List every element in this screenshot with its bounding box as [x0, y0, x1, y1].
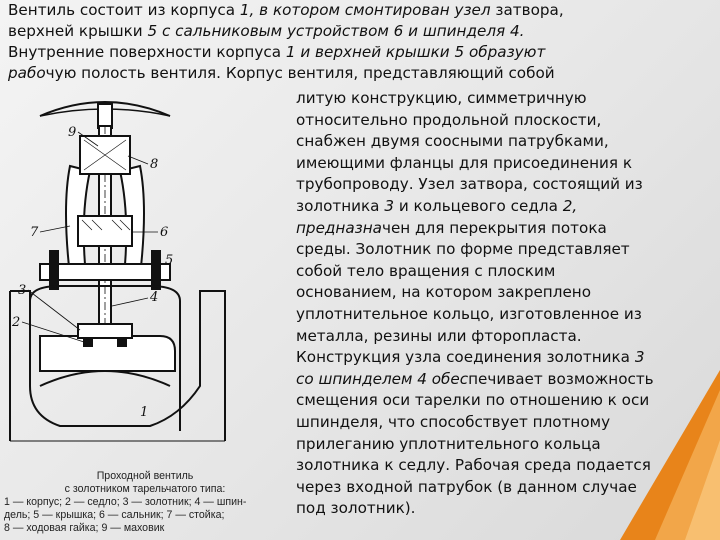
text-line: имеющими фланцы для присоединения к [296, 153, 633, 172]
seat-right [118, 338, 126, 346]
label-3: 3 [18, 283, 27, 298]
flow-passage [40, 371, 170, 386]
text-line [296, 196, 716, 218]
text-line: прилеганию уплотнительного кольца [296, 434, 601, 453]
text-span: золотника [296, 196, 385, 215]
caption-legend-line: 8 — ходовая гайка; 9 — маховик [4, 522, 165, 534]
text-span: и кольцевого седла [394, 196, 563, 215]
text-span: чен для перекрытия потока [381, 218, 607, 237]
italic-span: рабо [8, 64, 46, 82]
label-4: 4 [150, 290, 159, 305]
label-8: 8 [150, 157, 159, 172]
figure-caption [4, 470, 286, 535]
text-span: Вентиль состоит из корпуса [8, 1, 240, 19]
italic-span: 5 с сальниковым устройством 6 и шпинделя 4. [147, 22, 525, 40]
top-paragraph [8, 0, 713, 84]
label-9: 9 [68, 125, 77, 140]
text-line [296, 218, 716, 240]
text-line: трубопроводу. Узел затвора, состоящий из [296, 175, 643, 194]
leader-line [28, 290, 80, 330]
corner-decoration [600, 370, 720, 540]
caption-legend-line: 1 — корпус; 2 — седло; 3 — золотник; 4 — шпин- [4, 496, 247, 508]
caption-legend-line: дель; 5 — крышка; 6 — сальник; 7 — стойка; [4, 509, 225, 521]
text-line: уплотнительное кольцо, изготовленное из [296, 304, 642, 323]
text-line [8, 21, 713, 42]
label-1: 1 [140, 405, 149, 420]
text-line: шпинделя, что способствует плотному [296, 412, 611, 431]
label-2: 2 [12, 315, 21, 330]
text-line [8, 63, 713, 84]
italic-span: 3 [634, 348, 645, 367]
text-line: через входной патрубок (в данном случае [296, 477, 637, 496]
text-line: снабжен двумя соосными патрубками, [296, 132, 609, 151]
text-line [8, 42, 713, 63]
label-6: 6 [160, 225, 169, 240]
text-line: металла, резины или фторопласта. [296, 326, 582, 345]
bonnet-flange [40, 264, 170, 280]
text-line: относительно продольной плоскости, [296, 110, 602, 129]
text-line: литую конструкцию, симметричную [296, 89, 587, 107]
italic-span: 2, [562, 196, 578, 215]
text-line: основанием, на котором закреплено [296, 283, 592, 302]
text-line: среды. Золотник по форме представляет [296, 240, 630, 259]
text-span: верхней крышки [8, 22, 148, 40]
italic-span: 1 и верхней крышки 5 образуют [285, 43, 546, 61]
text-span: Конструкция узла соединения золотника [296, 348, 635, 367]
label-7: 7 [30, 225, 39, 240]
italic-span: 1, в котором смонтирован узел [239, 1, 491, 19]
seat-zone [40, 336, 175, 371]
text-span: затвора, [490, 1, 564, 19]
text-span: чую полость вентиля. Корпус вентиля, представляющий собой [45, 64, 555, 82]
text-line [8, 0, 713, 21]
valve-drawing [0, 86, 290, 446]
italic-span: 3 [384, 196, 394, 215]
text-line: под золотник). [296, 499, 416, 518]
disc [78, 324, 132, 338]
text-line: смещения оси тарелки по отношению к оси [296, 391, 650, 410]
text-span: печивает возможность [468, 369, 654, 388]
gland [78, 216, 132, 246]
label-5: 5 [165, 253, 174, 268]
handwheel-hub [98, 104, 112, 128]
text-line [296, 347, 716, 369]
bolt-right [152, 251, 160, 289]
italic-span: предназна [296, 218, 382, 237]
text-line: золотника к седлу. Рабочая среда подается [296, 456, 651, 475]
text-span: Внутренние поверхности корпуса [8, 43, 286, 61]
seat-left [84, 338, 92, 346]
text-line: собой тело вращения с плоским [296, 261, 556, 280]
bolt-left [50, 251, 58, 289]
caption-subtitle: с золотником тарельчатого типа: [64, 483, 226, 495]
caption-title: Проходной вентиль [96, 470, 194, 482]
italic-span: со шпинделем 4 обес [296, 369, 469, 388]
leader-line [112, 298, 148, 306]
